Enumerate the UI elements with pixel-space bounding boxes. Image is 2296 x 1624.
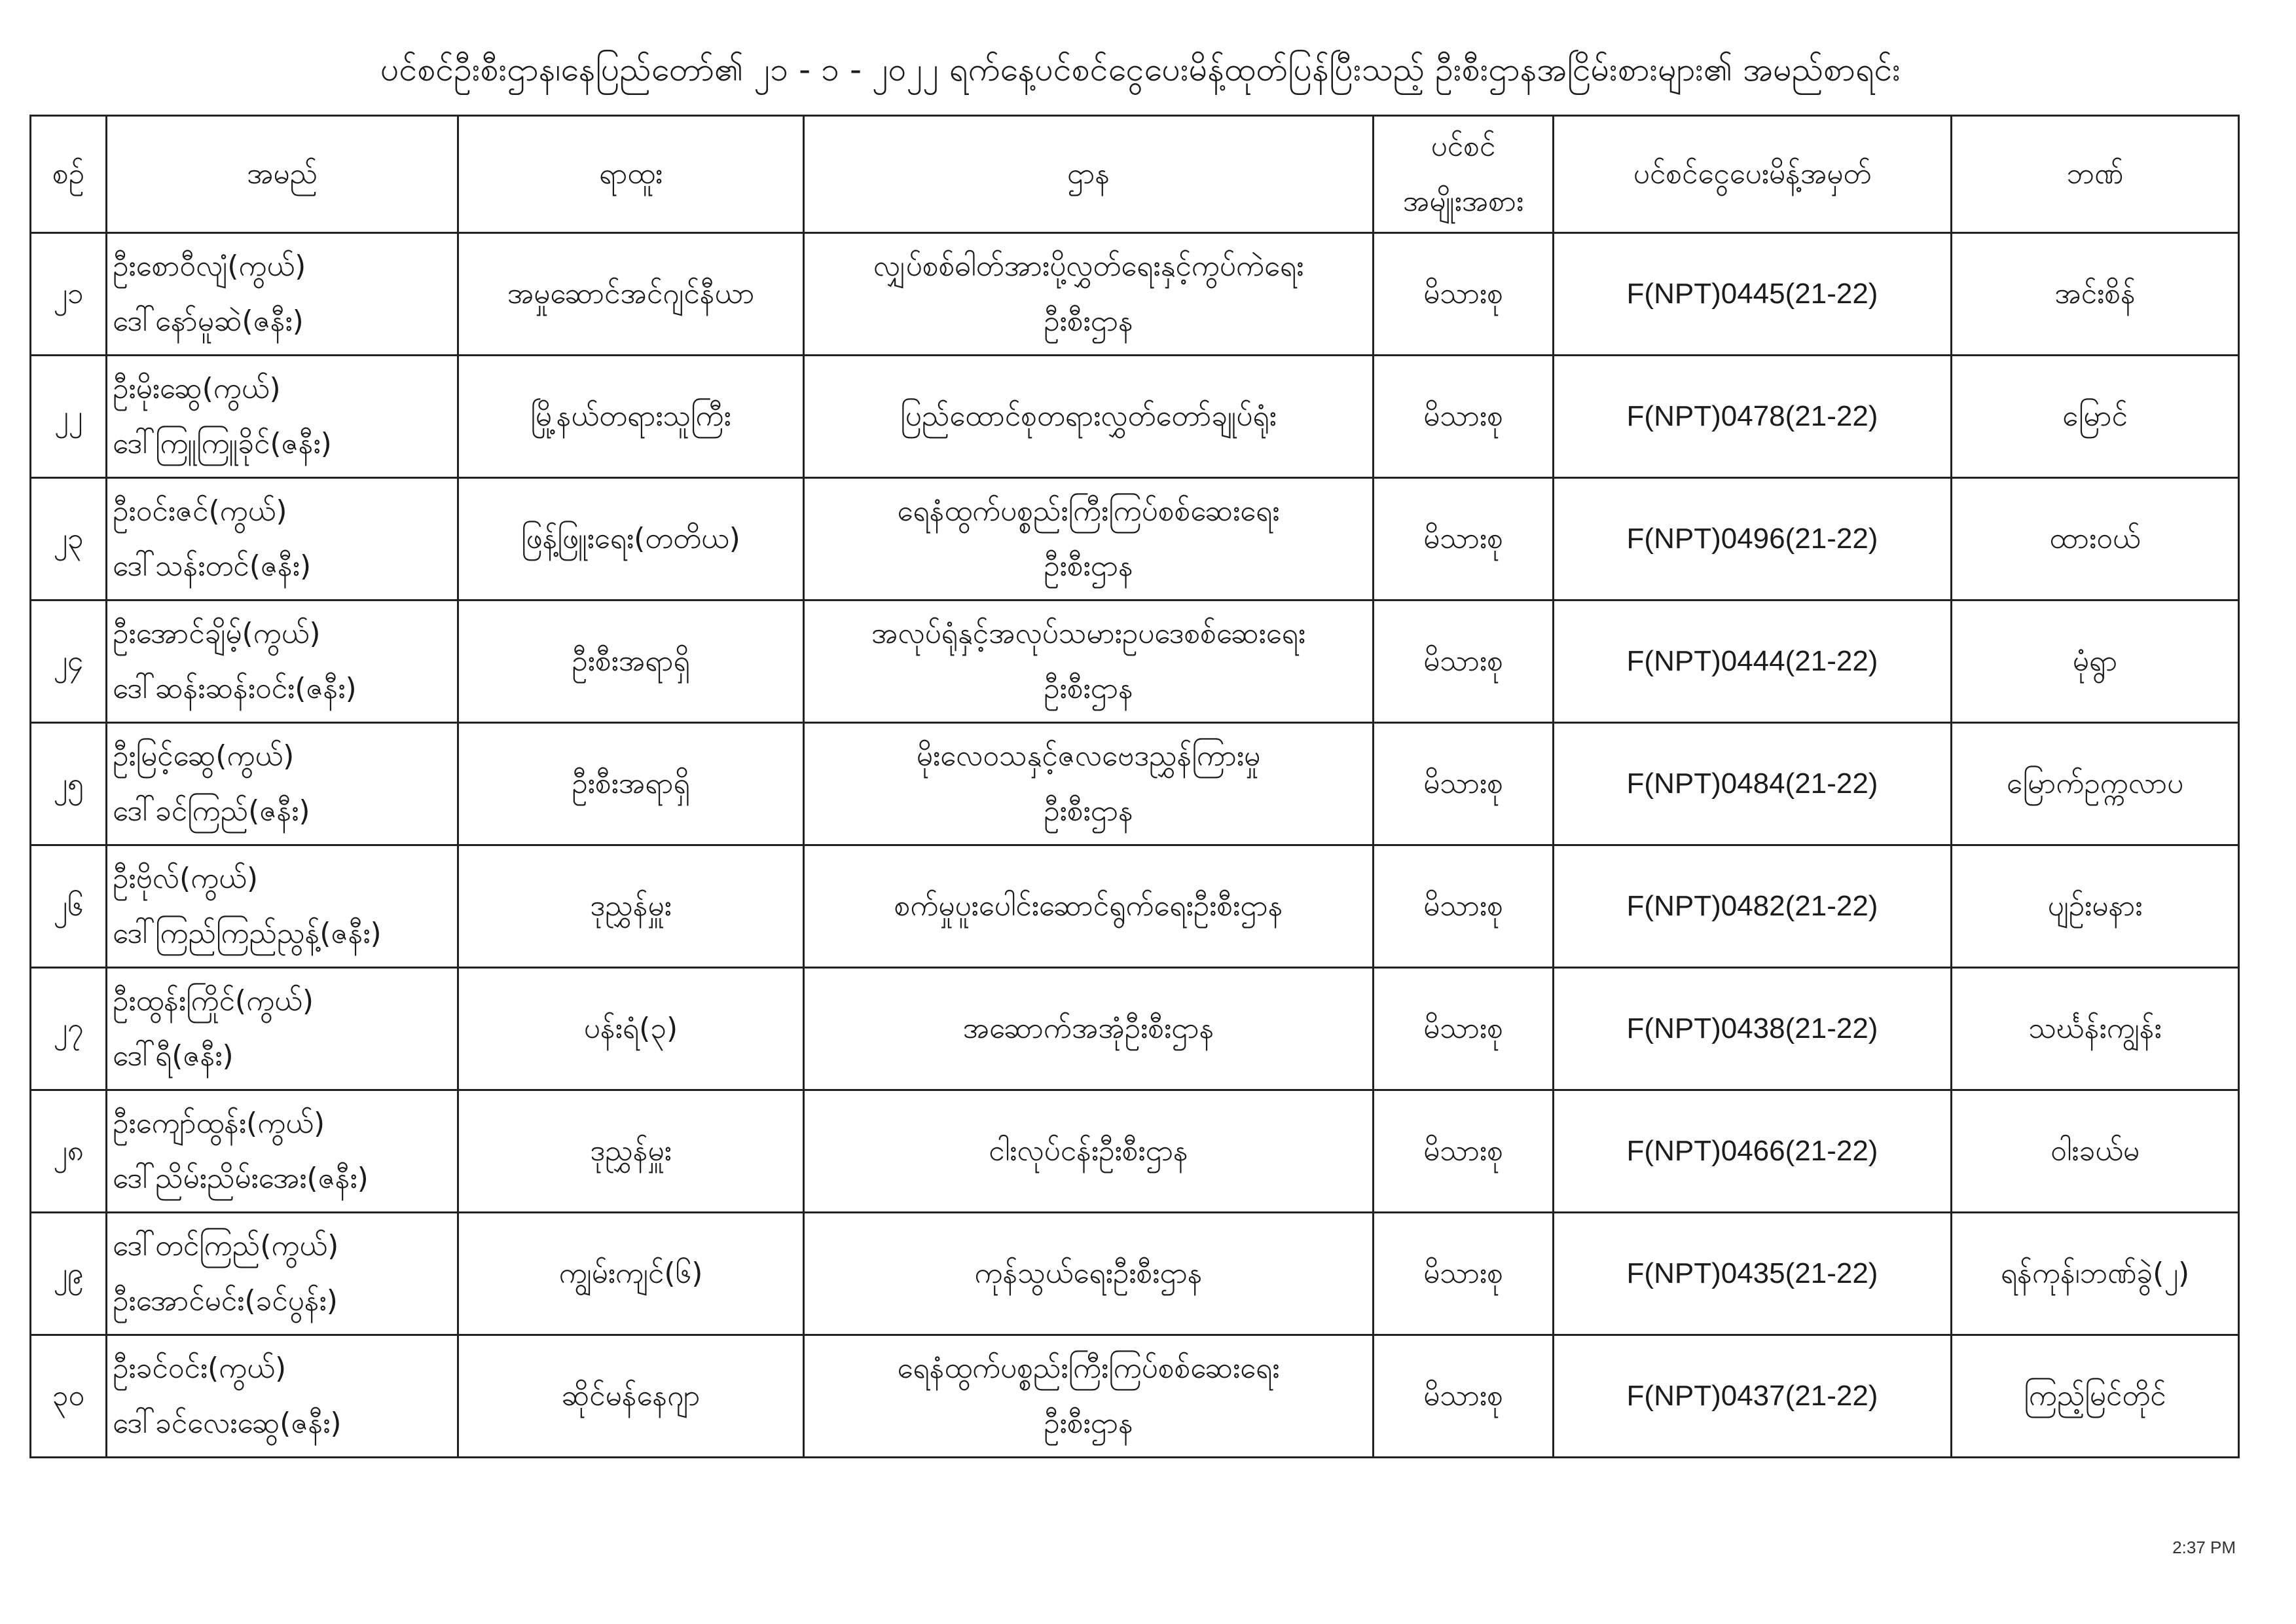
department-cell bbox=[804, 968, 1374, 1090]
department-cell bbox=[804, 1213, 1374, 1335]
name-cell bbox=[107, 1090, 458, 1213]
deceased-name: ဦးဗိုလ်(ကွယ်) bbox=[113, 862, 259, 895]
position-cell: ဒုညွှန်မှူး bbox=[458, 1090, 804, 1213]
serial-number: ၂၂ bbox=[31, 356, 107, 478]
column-header-bank: ဘဏ် bbox=[1952, 116, 2239, 233]
document-title: ပင်စင်ဦးစီးဌာန၊နေပြည်တော်၏ ၂၁ - ၁ - ၂၀၂၂ ရက်နေ့ပင်စင်ငွေပေးမိန့်ထုတ်ပြန်ပြီးသည့် ဦးစီးဌာနအငြိမ်းစားများ၏ အမည်စာရင်း bbox=[380, 50, 1901, 88]
department-cell bbox=[804, 233, 1374, 356]
name-cell bbox=[107, 845, 458, 968]
department-line: ကုန်သွယ်ရေးဦးစီးဌာန bbox=[974, 1257, 1203, 1290]
deceased-name: ဦးအောင်ချိမ့်(ကွယ်) bbox=[113, 617, 321, 650]
print-timestamp: 2:37 PM bbox=[2172, 1538, 2236, 1557]
table-row bbox=[31, 478, 2239, 600]
table-row bbox=[31, 1090, 2239, 1213]
order-number-cell: F(NPT)0445(21-22) bbox=[1554, 233, 1952, 356]
department-cell bbox=[804, 723, 1374, 845]
recipient-name: ဒေါ်ခင်ကြည်(ဇနီး) bbox=[113, 794, 310, 828]
position-cell: ဖြန့်ဖြူးရေး(တတိယ) bbox=[458, 478, 804, 600]
bank-cell: သင်္ဃန်းကျွန်း bbox=[1952, 968, 2239, 1090]
position-cell: ကျွမ်းကျင်(၆) bbox=[458, 1213, 804, 1335]
department-line: ရေနံထွက်ပစ္စည်းကြီးကြပ်စစ်ဆေးရေး bbox=[897, 494, 1280, 528]
serial-number: ၃၀ bbox=[31, 1335, 107, 1458]
department-cell bbox=[804, 1090, 1374, 1213]
name-cell bbox=[107, 723, 458, 845]
order-number-cell: F(NPT)0438(21-22) bbox=[1554, 968, 1952, 1090]
name-cell bbox=[107, 1335, 458, 1458]
department-line: ပြည်ထောင်စုတရားလွှတ်တော်ချုပ်ရုံး bbox=[900, 399, 1277, 433]
deceased-name: ဦးကျော်ထွန်း(ကွယ်) bbox=[113, 1107, 325, 1140]
serial-number: ၂၇ bbox=[31, 968, 107, 1090]
recipient-name: ဒေါ်ကြူကြူခိုင်(ဇနီး) bbox=[113, 427, 332, 460]
position-cell: ဒုညွှန်မှူး bbox=[458, 845, 804, 968]
department-line: ဦးစီးဌာန bbox=[1044, 672, 1133, 705]
bank-cell: အင်းစိန် bbox=[1952, 233, 2239, 356]
bank-cell: ထားဝယ် bbox=[1952, 478, 2239, 600]
column-header-name: အမည် bbox=[107, 116, 458, 233]
order-number-cell: F(NPT)0444(21-22) bbox=[1554, 600, 1952, 723]
department-line: ရေနံထွက်ပစ္စည်းကြီးကြပ်စစ်ဆေးရေး bbox=[897, 1352, 1280, 1385]
pension-list-table bbox=[29, 115, 2240, 1458]
bank-cell: ရန်ကုန်၊ဘဏ်ခွဲ(၂) bbox=[1952, 1213, 2239, 1335]
table-row bbox=[31, 600, 2239, 723]
serial-number: ၂၃ bbox=[31, 478, 107, 600]
deceased-name: ဦးထွန်းကြိုင်(ကွယ်) bbox=[113, 984, 314, 1018]
bank-cell: ကြည့်မြင်တိုင် bbox=[1952, 1335, 2239, 1458]
table-header-row bbox=[31, 116, 2239, 233]
serial-number: ၂၁ bbox=[31, 233, 107, 356]
table-row bbox=[31, 1213, 2239, 1335]
department-line: ဦးစီးဌာန bbox=[1044, 1407, 1133, 1440]
department-cell bbox=[804, 1335, 1374, 1458]
name-cell bbox=[107, 233, 458, 356]
order-number-cell: F(NPT)0496(21-22) bbox=[1554, 478, 1952, 600]
recipient-name: ဒေါ်ခင်လေးဆွေ(ဇနီး) bbox=[113, 1407, 342, 1440]
department-line: ငါးလုပ်ငန်းဦးစီးဌာန bbox=[989, 1134, 1188, 1168]
name-cell bbox=[107, 968, 458, 1090]
recipient-name: ဒေါ်ညိမ်းညိမ်းအေး(ဇနီး) bbox=[113, 1162, 369, 1195]
bank-cell: မုံရွာ bbox=[1952, 600, 2239, 723]
table-row bbox=[31, 968, 2239, 1090]
table-row bbox=[31, 356, 2239, 478]
name-cell bbox=[107, 356, 458, 478]
column-header-pension-type-line: ပင်စင် bbox=[1430, 130, 1496, 163]
position-cell: ဆိုင်မန်နေဂျာ bbox=[458, 1335, 804, 1458]
department-cell bbox=[804, 356, 1374, 478]
deceased-name: ဦးစောဝီလျံ(ကွယ်) bbox=[113, 249, 306, 283]
pension-type-cell: မိသားစု bbox=[1374, 1335, 1554, 1458]
serial-number: ၂၈ bbox=[31, 1090, 107, 1213]
table-row bbox=[31, 1335, 2239, 1458]
department-line: ဦးစီးဌာန bbox=[1044, 549, 1133, 583]
table-row bbox=[31, 845, 2239, 968]
recipient-name: ဒေါ်နော်မူဆဲ(ဇနီး) bbox=[113, 304, 304, 338]
department-line: လျှပ်စစ်ဓါတ်အားပို့လွှတ်ရေးနှင့်ကွပ်ကဲရေး bbox=[873, 249, 1304, 283]
serial-number: ၂၅ bbox=[31, 723, 107, 845]
recipient-name: ဒေါ်ရီ(ဇနီး) bbox=[113, 1039, 234, 1073]
bank-cell: မြောင် bbox=[1952, 356, 2239, 478]
pension-type-cell: မိသားစု bbox=[1374, 723, 1554, 845]
order-number-cell: F(NPT)0466(21-22) bbox=[1554, 1090, 1952, 1213]
order-number-cell: F(NPT)0478(21-22) bbox=[1554, 356, 1952, 478]
bank-cell: မြောက်ဥက္ကလာပ bbox=[1952, 723, 2239, 845]
name-cell bbox=[107, 1213, 458, 1335]
pension-type-cell: မိသားစု bbox=[1374, 233, 1554, 356]
deceased-name: ဦးခင်ဝင်း(ကွယ်) bbox=[113, 1352, 287, 1385]
deceased-name: ဦးမိုးဆွေ(ကွယ်) bbox=[113, 372, 281, 405]
column-header-position: ရာထူး bbox=[458, 116, 804, 233]
name-cell bbox=[107, 600, 458, 723]
department-cell bbox=[804, 600, 1374, 723]
recipient-name: ဒေါ်ကြည်ကြည်ညွန့်(ဇနီး) bbox=[113, 917, 382, 950]
pension-type-cell: မိသားစု bbox=[1374, 600, 1554, 723]
serial-number: ၂၄ bbox=[31, 600, 107, 723]
deceased-name: ဦးဝင်းဇင်(ကွယ်) bbox=[113, 494, 287, 528]
deceased-name: ဒေါ်တင်ကြည်(ကွယ်) bbox=[113, 1229, 339, 1263]
column-header-pension-type-line: အမျိုးအစား bbox=[1402, 185, 1524, 218]
serial-number: ၂၉ bbox=[31, 1213, 107, 1335]
department-line: ဦးစီးဌာန bbox=[1044, 794, 1133, 828]
table-row bbox=[31, 233, 2239, 356]
department-line: အလုပ်ရုံနှင့်အလုပ်သမားဥပဒေစစ်ဆေးရေး bbox=[871, 617, 1306, 650]
order-number-cell: F(NPT)0437(21-22) bbox=[1554, 1335, 1952, 1458]
table-row bbox=[31, 723, 2239, 845]
department-cell bbox=[804, 478, 1374, 600]
order-number-cell: F(NPT)0482(21-22) bbox=[1554, 845, 1952, 968]
department-line: မိုးလေဝသနှင့်ဇလဗေဒညွှန်ကြားမှု bbox=[916, 739, 1261, 773]
column-header-order-number: ပင်စင်ငွေပေးမိန့်အမှတ် bbox=[1554, 116, 1952, 233]
position-cell: မြို့နယ်တရားသူကြီး bbox=[458, 356, 804, 478]
position-cell: အမှုဆောင်အင်ဂျင်နီယာ bbox=[458, 233, 804, 356]
serial-number: ၂၆ bbox=[31, 845, 107, 968]
column-header-department: ဌာန bbox=[804, 116, 1374, 233]
department-line: စက်မှုပူးပေါင်းဆောင်ရွက်ရေးဦးစီးဌာန bbox=[894, 889, 1283, 923]
pension-type-cell: မိသားစု bbox=[1374, 845, 1554, 968]
bank-cell: ပျဉ်းမနား bbox=[1952, 845, 2239, 968]
name-cell bbox=[107, 478, 458, 600]
column-header-pension-type bbox=[1374, 116, 1554, 233]
department-line: အဆောက်အအုံဦးစီးဌာန bbox=[962, 1012, 1214, 1045]
bank-cell: ဝါးခယ်မ bbox=[1952, 1090, 2239, 1213]
pension-type-cell: မိသားစု bbox=[1374, 478, 1554, 600]
order-number-cell: F(NPT)0435(21-22) bbox=[1554, 1213, 1952, 1335]
pension-type-cell: မိသားစု bbox=[1374, 1090, 1554, 1213]
column-header-serial: စဉ် bbox=[31, 116, 107, 233]
deceased-name: ဦးမြင့်ဆွေ(ကွယ်) bbox=[113, 739, 295, 773]
position-cell: ဦးစီးအရာရှိ bbox=[458, 723, 804, 845]
department-cell bbox=[804, 845, 1374, 968]
department-line: ဦးစီးဌာန bbox=[1044, 304, 1133, 338]
recipient-name: ဦးအောင်မင်း(ခင်ပွန်း) bbox=[113, 1284, 338, 1318]
recipient-name: ဒေါ်သန်းတင်(ဇနီး) bbox=[113, 549, 312, 583]
pension-type-cell: မိသားစု bbox=[1374, 1213, 1554, 1335]
recipient-name: ဒေါ်ဆန်းဆန်းဝင်း(ဇနီး) bbox=[113, 672, 357, 705]
pension-type-cell: မိသားစု bbox=[1374, 356, 1554, 478]
position-cell: ဦးစီးအရာရှိ bbox=[458, 600, 804, 723]
pension-type-cell: မိသားစု bbox=[1374, 968, 1554, 1090]
order-number-cell: F(NPT)0484(21-22) bbox=[1554, 723, 1952, 845]
position-cell: ပန်းရံ(၃) bbox=[458, 968, 804, 1090]
